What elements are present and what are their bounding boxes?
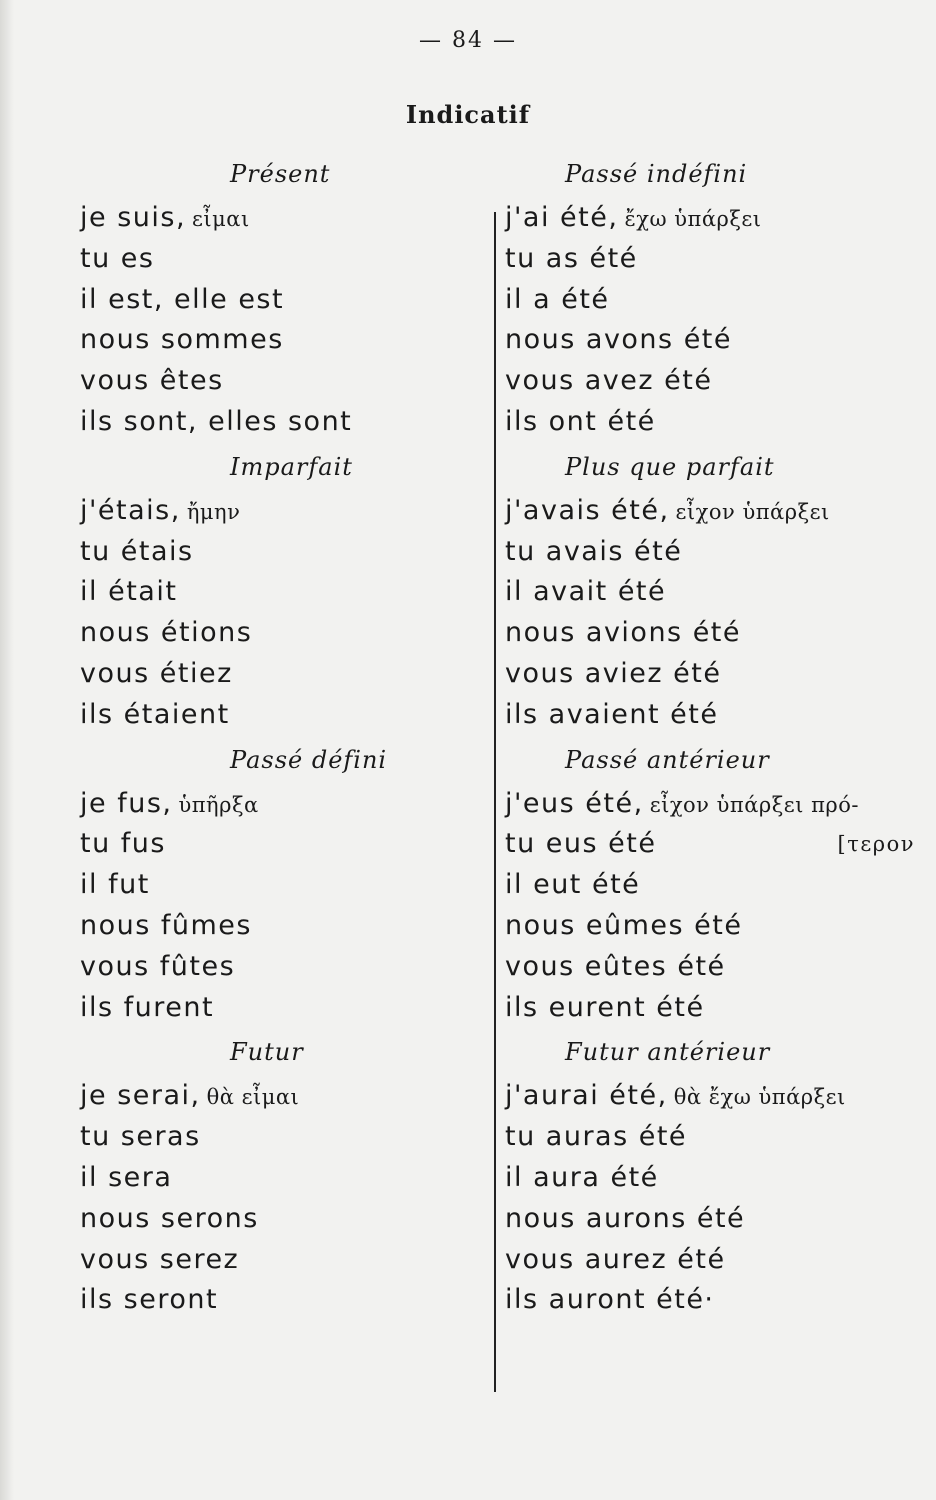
tense-title: Imparfait [230, 452, 353, 481]
tense-title: Plus que parfait [565, 452, 775, 481]
french-form: ils seront [80, 1284, 219, 1316]
tense-title: Présent [230, 160, 331, 188]
conjugation-line [505, 1117, 925, 1158]
conjugation-line [505, 198, 925, 239]
french-form: j'ai été, [505, 202, 619, 233]
french-form: il sera [80, 1161, 173, 1193]
french-form: il était [80, 576, 178, 608]
conjugation-line [80, 824, 470, 865]
french-form: j'avais été, [505, 494, 670, 526]
french-form: ils auront été· [505, 1284, 715, 1316]
conjugation-line [505, 491, 925, 532]
conjugation-line [80, 361, 470, 402]
conjugation-line [505, 361, 925, 402]
french-form: il avait été [505, 576, 667, 608]
french-form: nous étions [80, 617, 253, 649]
french-form: nous avions été [505, 617, 742, 649]
conjugation-line [80, 198, 470, 239]
french-form: il fut [80, 869, 150, 901]
french-form: ils sont, elles sont [80, 405, 353, 437]
greek-translation: ἔχω ὑπάρξει [624, 207, 762, 231]
conjugation-line [80, 280, 470, 321]
greek-translation: ὑπῆρξα [178, 792, 259, 817]
conjugation-line [80, 1240, 470, 1281]
french-form: il est, elle est [80, 283, 285, 315]
french-form: ils ont été [505, 405, 656, 437]
tense-section [80, 736, 470, 1029]
conjugation-line [505, 320, 925, 361]
greek-translation: εἶμαι [192, 207, 250, 231]
french-form: vous serez [80, 1243, 240, 1275]
conjugation-line [80, 988, 470, 1029]
conjugation-line [505, 1199, 925, 1240]
french-form: je serai, [80, 1080, 201, 1112]
conjugation-line [505, 1280, 925, 1321]
french-form: il a été [505, 283, 610, 315]
french-form: nous serons [80, 1202, 259, 1234]
conjugation-line [80, 784, 470, 825]
greek-translation: εἶχον ὑπάρξει πρό- [649, 792, 859, 817]
french-form: vous aurez été [505, 1243, 726, 1275]
tense-section [505, 443, 925, 736]
page-edge-shadow [0, 0, 14, 1500]
greek-translation: [τερον [837, 832, 915, 857]
french-form: il aura été [505, 1161, 659, 1193]
french-form: tu es [80, 242, 155, 274]
tense-section [80, 150, 470, 443]
column-divider [494, 212, 496, 1392]
french-form: vous eûtes été [505, 950, 726, 982]
french-form: j'eus été, [505, 787, 644, 819]
greek-translation: θὰ ἔχω ὑπάρξει [673, 1085, 846, 1110]
greek-translation: εἶχον ὑπάρξει [675, 499, 830, 524]
french-form: tu as été [505, 242, 638, 274]
french-form: tu auras été [505, 1121, 688, 1153]
conjugation-line [80, 613, 470, 654]
tense-title: Passé défini [230, 745, 388, 774]
left-column [80, 150, 470, 1321]
conjugation-line [80, 1117, 470, 1158]
tense-section [505, 736, 925, 1029]
conjugation-line [505, 784, 925, 825]
greek-translation: θὰ εἶμαι [206, 1085, 300, 1110]
conjugation-line [80, 572, 470, 613]
french-form: nous aurons été [505, 1202, 746, 1234]
greek-translation: ἤμην [186, 499, 241, 524]
conjugation-line [80, 320, 470, 361]
conjugation-line [80, 947, 470, 988]
french-form: nous fûmes [80, 909, 252, 941]
french-form: j'aurai été, [505, 1080, 668, 1112]
conjugation-line [505, 1158, 925, 1199]
tense-section [505, 150, 925, 443]
conjugation-line [80, 491, 470, 532]
conjugation-line [505, 280, 925, 321]
french-form: tu seras [80, 1121, 201, 1153]
conjugation-line [505, 402, 925, 443]
conjugation-line [505, 988, 925, 1029]
conjugation-line [80, 865, 470, 906]
french-form: nous sommes [80, 324, 284, 356]
tense-title: Passé antérieur [565, 745, 770, 774]
conjugation-line [80, 1280, 470, 1321]
conjugation-line [505, 865, 925, 906]
tense-section [505, 1028, 925, 1321]
tense-title: Futur antérieur [565, 1038, 771, 1067]
french-form: nous avons été [505, 324, 733, 356]
conjugation-line [80, 402, 470, 443]
conjugation-line [505, 824, 925, 865]
conjugation-line [505, 1240, 925, 1281]
french-form: tu avais été [505, 535, 683, 567]
french-form: tu étais [80, 535, 194, 567]
french-form: je fus, [80, 787, 173, 819]
conjugation-line [80, 906, 470, 947]
conjugation-line [80, 532, 470, 573]
page-number: — 84 — [419, 28, 517, 53]
conjugation-line [505, 1076, 925, 1117]
page-heading: Indicatif [405, 100, 531, 129]
conjugation-line [505, 613, 925, 654]
french-form: il eut été [505, 869, 641, 901]
french-form: tu eus été [505, 828, 657, 860]
french-form: ils furent [80, 991, 215, 1023]
french-form: vous étiez [80, 657, 233, 689]
tense-section [80, 1028, 470, 1321]
right-column [505, 150, 925, 1321]
conjugation-line [505, 654, 925, 695]
french-form: ils avaient été [505, 698, 719, 730]
french-form: ils étaient [80, 698, 230, 730]
french-form: vous avez été [505, 365, 713, 397]
conjugation-line [80, 239, 470, 280]
french-form: vous êtes [80, 365, 224, 397]
french-form: vous aviez été [505, 657, 722, 689]
french-form: vous fûtes [80, 950, 236, 982]
conjugation-line [80, 695, 470, 736]
french-form: tu fus [80, 828, 166, 860]
french-form: j'étais, [80, 494, 181, 526]
conjugation-line [80, 1158, 470, 1199]
conjugation-line [505, 695, 925, 736]
conjugation-line [505, 239, 925, 280]
conjugation-line [80, 1199, 470, 1240]
tense-section [80, 443, 470, 736]
tense-title: Passé indéfini [565, 160, 748, 188]
conjugation-line [505, 906, 925, 947]
conjugation-line [505, 532, 925, 573]
french-form: je suis, [80, 202, 187, 233]
conjugation-line [80, 1076, 470, 1117]
conjugation-line [505, 572, 925, 613]
tense-title: Futur [230, 1038, 304, 1067]
french-form: ils eurent été [505, 991, 705, 1023]
conjugation-line [505, 947, 925, 988]
conjugation-line [80, 654, 470, 695]
french-form: nous eûmes été [505, 909, 743, 941]
